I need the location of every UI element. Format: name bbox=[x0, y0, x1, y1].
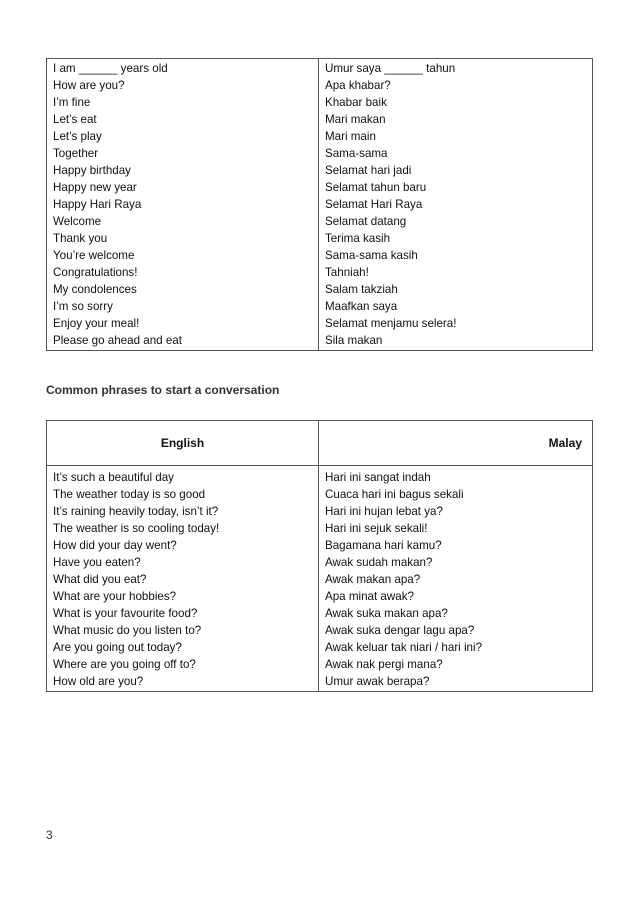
english-phrase: Have you eaten? bbox=[53, 556, 141, 569]
table-row bbox=[47, 466, 593, 692]
malay-phrase: Awak keluar tak niari / hari ini? bbox=[325, 641, 483, 654]
malay-phrase: Tahniah! bbox=[325, 266, 369, 279]
english-phrase: It’s raining heavily today, isn’t it? bbox=[53, 505, 219, 518]
malay-phrase: Mari main bbox=[325, 130, 376, 143]
english-phrase: What did you eat? bbox=[53, 573, 147, 586]
malay-phrase: Umur awak berapa? bbox=[325, 675, 430, 688]
malay-phrase: Awak sudah makan? bbox=[325, 556, 433, 569]
english-phrase: What is your favourite food? bbox=[53, 607, 198, 620]
english-phrase: I’m so sorry bbox=[53, 300, 113, 313]
malay-phrase: Mari makan bbox=[325, 113, 386, 126]
english-column-header: English bbox=[47, 421, 319, 466]
malay-phrase: Sama-sama bbox=[325, 147, 388, 160]
english-column bbox=[47, 466, 319, 692]
english-phrase: Together bbox=[53, 147, 99, 160]
english-phrase: Happy Hari Raya bbox=[53, 198, 142, 211]
malay-phrase: Awak suka dengar lagu apa? bbox=[325, 624, 475, 637]
section-heading: Common phrases to start a conversation bbox=[46, 383, 280, 397]
english-phrase: It’s such a beautiful day bbox=[53, 471, 174, 484]
malay-phrase: Bagamana hari kamu? bbox=[325, 539, 442, 552]
english-phrase: How did your day went? bbox=[53, 539, 177, 552]
greetings-phrase-table bbox=[46, 58, 593, 351]
english-phrase: Please go ahead and eat bbox=[53, 334, 182, 347]
malay-phrase: Terima kasih bbox=[325, 232, 391, 245]
malay-phrase: Selamat datang bbox=[325, 215, 407, 228]
malay-phrase: Khabar baik bbox=[325, 96, 387, 109]
english-column bbox=[47, 59, 319, 351]
english-phrase: Thank you bbox=[53, 232, 108, 245]
english-phrase: Where are you going off to? bbox=[53, 658, 196, 671]
malay-phrase: Selamat Hari Raya bbox=[325, 198, 423, 211]
english-phrase: You’re welcome bbox=[53, 249, 135, 262]
malay-phrase: Awak makan apa? bbox=[325, 573, 421, 586]
english-phrase: The weather is so cooling today! bbox=[53, 522, 220, 535]
english-phrase: Congratulations! bbox=[53, 266, 138, 279]
malay-phrase: Apa minat awak? bbox=[325, 590, 414, 603]
malay-phrase: Awak suka makan apa? bbox=[325, 607, 448, 620]
english-phrase: How old are you? bbox=[53, 675, 144, 688]
conversation-phrase-table bbox=[46, 420, 593, 692]
english-phrase: What music do you listen to? bbox=[53, 624, 202, 637]
page-number: 3 bbox=[46, 828, 53, 842]
malay-phrase: Salam takziah bbox=[325, 283, 398, 296]
english-phrase: My condolences bbox=[53, 283, 137, 296]
english-phrase: Happy new year bbox=[53, 181, 137, 194]
table-row bbox=[47, 59, 593, 351]
english-phrase: How are you? bbox=[53, 79, 125, 92]
malay-phrase: Hari ini sangat indah bbox=[325, 471, 431, 484]
malay-phrase: Umur saya ______ tahun bbox=[325, 62, 456, 75]
english-phrase: Let’s eat bbox=[53, 113, 97, 126]
malay-phrase: Selamat hari jadi bbox=[325, 164, 412, 177]
table-header-row bbox=[47, 421, 593, 466]
english-phrase: The weather today is so good bbox=[53, 488, 206, 501]
english-phrase: Let’s play bbox=[53, 130, 102, 143]
english-phrase: Are you going out today? bbox=[53, 641, 182, 654]
english-phrase: Happy birthday bbox=[53, 164, 131, 177]
malay-column bbox=[319, 466, 593, 692]
malay-phrase: Maafkan saya bbox=[325, 300, 398, 313]
malay-phrase: Selamat tahun baru bbox=[325, 181, 427, 194]
malay-column-header: Malay bbox=[319, 421, 593, 466]
malay-phrase: Selamat menjamu selera! bbox=[325, 317, 457, 330]
malay-phrase: Cuaca hari ini bagus sekali bbox=[325, 488, 464, 501]
english-phrase: What are your hobbies? bbox=[53, 590, 177, 603]
english-phrase: I am ______ years old bbox=[53, 62, 168, 75]
malay-phrase: Sama-sama kasih bbox=[325, 249, 418, 262]
malay-phrase: Apa khabar? bbox=[325, 79, 391, 92]
malay-phrase: Sila makan bbox=[325, 334, 383, 347]
malay-phrase: Hari ini sejuk sekali! bbox=[325, 522, 428, 535]
malay-phrase: Hari ini hujan lebat ya? bbox=[325, 505, 443, 518]
malay-column bbox=[319, 59, 593, 351]
english-phrase: Welcome bbox=[53, 215, 102, 228]
malay-phrase: Awak nak pergi mana? bbox=[325, 658, 443, 671]
english-phrase: Enjoy your meal! bbox=[53, 317, 140, 330]
english-phrase: I’m fine bbox=[53, 96, 91, 109]
